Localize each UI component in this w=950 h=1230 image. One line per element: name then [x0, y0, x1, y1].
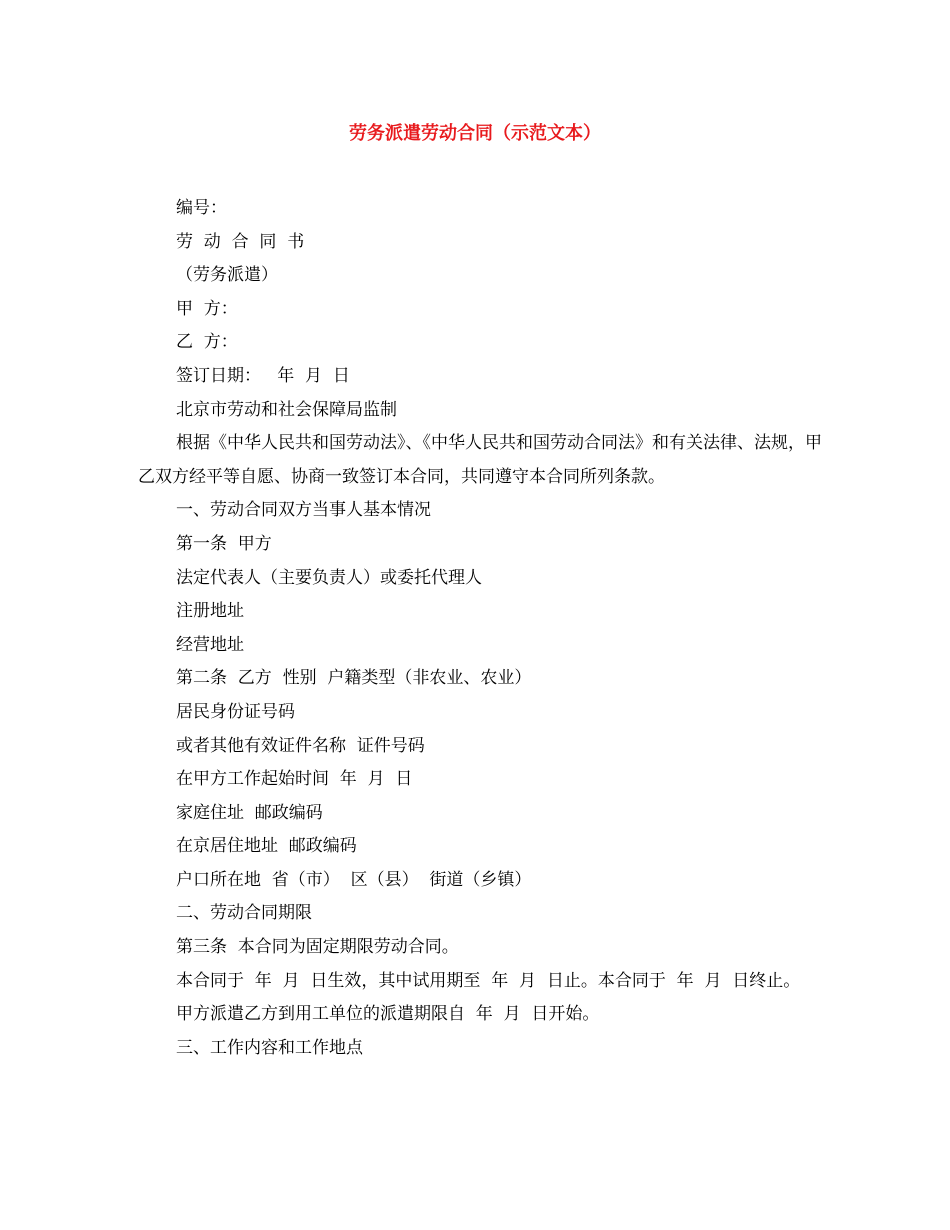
business-address-line: 经营地址	[176, 634, 244, 655]
registered-address-line: 注册地址	[176, 601, 244, 622]
article-1-line: 第一条 甲方	[176, 533, 272, 554]
preamble-paragraph: 根据《中华人民共和国劳动法》、《中华人民共和国劳动合同法》和有关法律、法规，甲乙双方经平等自愿、协商一致签订本合同，共同遵守本合同所列条款。	[138, 433, 822, 487]
contract-number-line: 编号：	[176, 198, 227, 218]
legal-representative-line: 法定代表人（主要负责人）或委托代理人	[176, 567, 482, 588]
dispatch-period-line: 甲方派遣乙方到用工单位的派遣期限自 年 月 日开始。	[176, 1004, 600, 1025]
document-body	[138, 192, 838, 1065]
signing-date-line: 签订日期： 年 月 日	[176, 365, 350, 386]
document-title: 劳务派遣劳动合同（示范文本）	[349, 123, 601, 144]
beijing-address-line: 在京居住地址 邮政编码	[176, 836, 357, 857]
section-2-heading: 二、劳动合同期限	[176, 903, 312, 924]
section-1-heading: 一、劳动合同双方当事人基本情况	[176, 500, 431, 521]
article-3-line: 第三条 本合同为固定期限劳动合同。	[176, 937, 459, 958]
section-3-heading: 三、工作内容和工作地点	[176, 1037, 363, 1058]
home-address-line: 家庭住址 邮政编码	[176, 802, 323, 823]
contract-term-paragraph: 本合同于 年 月 日生效，其中试用期至 年 月 日止。本合同于 年 月 日终止。	[176, 970, 801, 991]
household-registration-line: 户口所在地 省（市） 区（县） 街道（乡镇）	[176, 869, 532, 890]
start-time-line: 在甲方工作起始时间 年 月 日	[176, 769, 413, 790]
article-2-line: 第二条 乙方 性别 户籍类型（非农业、农业）	[176, 668, 532, 689]
id-number-line: 居民身份证号码	[176, 701, 295, 722]
supervisor-line: 北京市劳动和社会保障局监制	[176, 399, 397, 420]
party-a-line: 甲 方：	[176, 298, 238, 319]
contract-book-heading: 劳 动 合 同 书	[176, 231, 305, 252]
other-id-line: 或者其他有效证件名称 证件号码	[176, 735, 425, 756]
dispatch-subheading: （劳务派遣）	[176, 265, 278, 286]
party-b-line: 乙 方：	[176, 332, 238, 353]
